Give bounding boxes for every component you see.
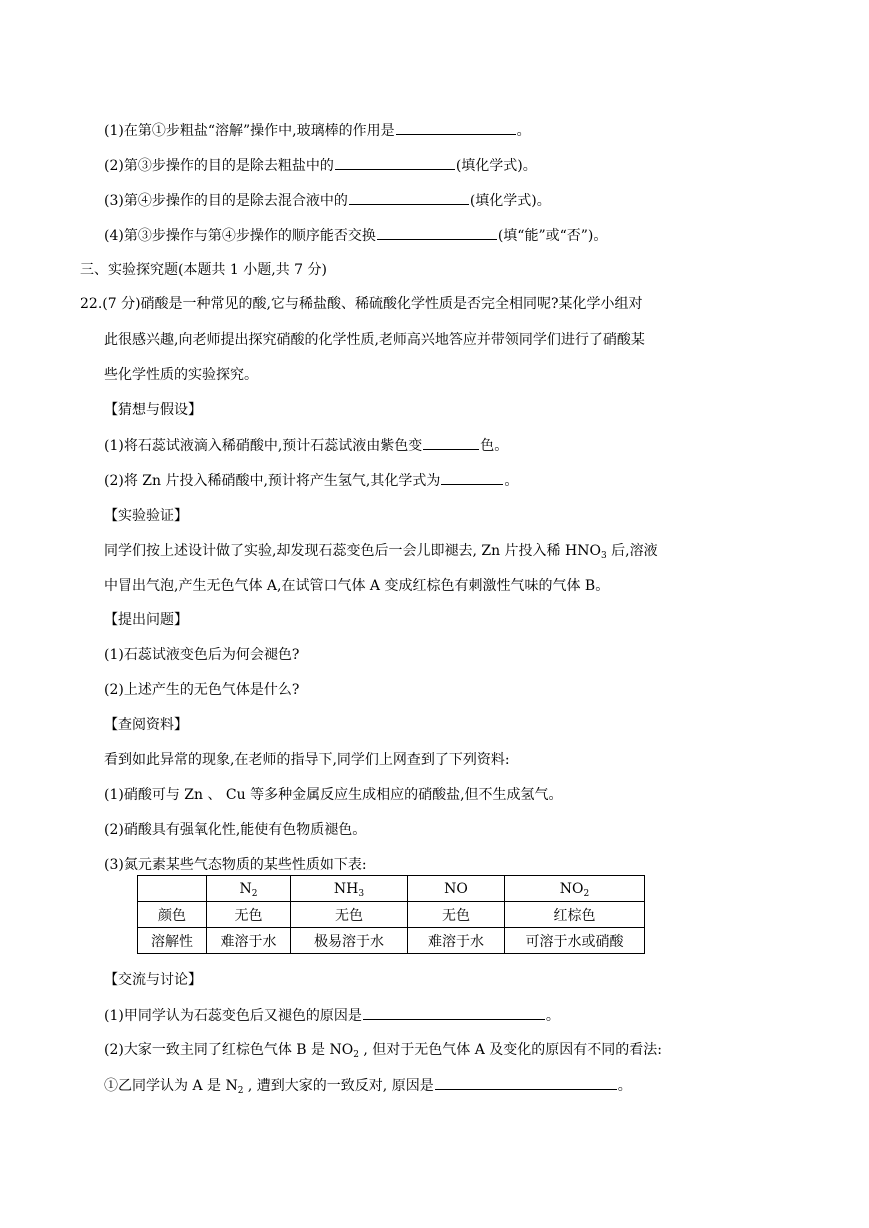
hint-text: (填“能”或“否”)。 <box>497 228 608 244</box>
table-row <box>138 902 645 928</box>
table-cell: 极易溶于水 <box>291 928 408 954</box>
answer-blank[interactable] <box>335 155 455 170</box>
discussion-1-line <box>104 1005 560 1026</box>
reference-intro: 看到如此异常的现象,在老师的指导下,同学们上网查到了下列资料: <box>104 752 510 768</box>
question-text: (1)甲同学认为石蕊变色后又褪色的原因是 <box>104 1008 362 1024</box>
punctuation: 。 <box>545 1008 560 1024</box>
section-heading: 三、实验探究题(本题共 1 小题,共 7 分) <box>80 262 327 278</box>
question-text: (3)第④步操作的目的是除去混合液中的 <box>104 193 348 209</box>
punctuation: 。 <box>617 1078 632 1094</box>
hint-text: (填化学式)。 <box>455 158 537 174</box>
question-3-line <box>104 190 551 211</box>
answer-blank[interactable] <box>423 435 479 450</box>
answer-blank[interactable] <box>396 120 516 135</box>
table-header-row <box>138 876 645 902</box>
subscript: 2 <box>583 888 590 899</box>
heading-reference: 【查阅资料】 <box>104 717 188 733</box>
table-cell: 红棕色 <box>505 902 645 928</box>
hint-text: (填化学式)。 <box>469 193 551 209</box>
question-text: (1)将石蕊试液滴入稀硝酸中,预计石蕊试液由紫色变 <box>104 438 423 454</box>
table-cell: 可溶于水或硝酸 <box>505 928 645 954</box>
table-cell: 无色 <box>207 902 291 928</box>
table-header-cell <box>138 876 207 902</box>
answer-blank[interactable] <box>441 470 503 485</box>
question-text: 色。 <box>480 438 509 454</box>
verify-line-1 <box>104 541 658 561</box>
question-item-2: (2)上述产生的无色气体是什么? <box>104 682 300 698</box>
reference-item-2: (2)硝酸具有强氧化性,能使有色物质褪色。 <box>104 822 367 838</box>
table-header-cell <box>505 876 645 902</box>
question-text: ①乙同学认为 A 是 N <box>104 1078 238 1094</box>
subscript: 2 <box>237 1086 244 1096</box>
question-text: (4)第③步操作与第④步操作的顺序能否交换 <box>104 228 376 244</box>
subscript: 3 <box>358 888 365 899</box>
formula-text: N <box>239 880 252 897</box>
table-cell: 难溶于水 <box>408 928 505 954</box>
reference-item-1: (1)硝酸可与 Zn 、 Cu 等多种金属反应生成相应的硝酸盐,但不生成氢气。 <box>104 787 563 803</box>
question-text: (2)第③步操作的目的是除去粗盐中的 <box>104 158 334 174</box>
answer-blank[interactable] <box>377 225 497 240</box>
subscript: 2 <box>353 1050 359 1060</box>
question-text: (2)大家一致主同了红棕色气体 B 是 NO <box>104 1042 354 1058</box>
verify-line-2: 中冒出气泡,产生无色气体 A,在试管口气体 A 变成红棕色有刺激性气味的气体 B。 <box>104 578 610 594</box>
question-4-line <box>104 225 607 246</box>
question-text: (2)将 Zn 片投入稀硝酸中,预计将产生氢气,其化学式为 <box>104 473 441 489</box>
question-item-1: (1)石蕊试液变色后为何会褪色? <box>104 647 300 663</box>
formula-text: NO <box>559 880 584 897</box>
q22-intro-2: 此很感兴趣,向老师提出探究硝酸的化学性质,老师高兴地答应并带领同学们进行了硝酸某 <box>104 332 645 348</box>
heading-question: 【提出问题】 <box>104 612 188 628</box>
question-1-line <box>104 120 531 141</box>
formula-text: NO <box>444 880 468 897</box>
discussion-3-line <box>104 1075 632 1096</box>
table-header-cell <box>207 876 291 902</box>
verify-text: 同学们按上述设计做了实验,却发现石蕊变色后一会儿即褪去, Zn 片投入稀 HNO <box>104 543 601 559</box>
question-2-line <box>104 155 537 176</box>
table-cell: 无色 <box>291 902 408 928</box>
q22-intro-1: 22.(7 分)硝酸是一种常见的酸,它与稀盐酸、稀硫酸化学性质是否完全相同呢?某化学小组对 <box>80 296 643 312</box>
guess-1-line <box>104 435 508 456</box>
answer-blank[interactable] <box>363 1005 545 1020</box>
subscript: 2 <box>251 888 258 899</box>
reference-item-3: (3)氮元素某些气态物质的某些性质如下表: <box>104 857 367 873</box>
heading-guess: 【猜想与假设】 <box>104 402 202 418</box>
guess-2-line <box>104 470 518 491</box>
verify-text: 后,溶液 <box>606 543 658 559</box>
answer-blank[interactable] <box>435 1075 617 1090</box>
table-cell: 溶解性 <box>138 928 207 954</box>
question-text: , 遭到大家的一致反对, 原因是 <box>243 1078 434 1094</box>
heading-verify: 【实验验证】 <box>104 508 188 524</box>
heading-discussion: 【交流与讨论】 <box>104 972 202 988</box>
table-header-cell <box>291 876 408 902</box>
answer-blank[interactable] <box>349 190 469 205</box>
table-row <box>138 928 645 954</box>
formula-text: NH <box>333 880 359 897</box>
question-text: , 但对于无色气体 A 及变化的原因有不同的看法: <box>358 1042 663 1058</box>
q22-intro-3: 些化学性质的实验探究。 <box>104 367 258 383</box>
gas-properties-table <box>137 875 645 954</box>
table-cell: 难溶于水 <box>207 928 291 954</box>
discussion-2-line <box>104 1040 662 1060</box>
table-cell: 颜色 <box>138 902 207 928</box>
punctuation: 。 <box>516 123 531 139</box>
punctuation: 。 <box>504 473 519 489</box>
table-header-cell <box>408 876 505 902</box>
question-text: (1)在第①步粗盐“溶解”操作中,玻璃棒的作用是 <box>104 123 395 139</box>
subscript: 3 <box>600 551 607 561</box>
table-cell: 无色 <box>408 902 505 928</box>
